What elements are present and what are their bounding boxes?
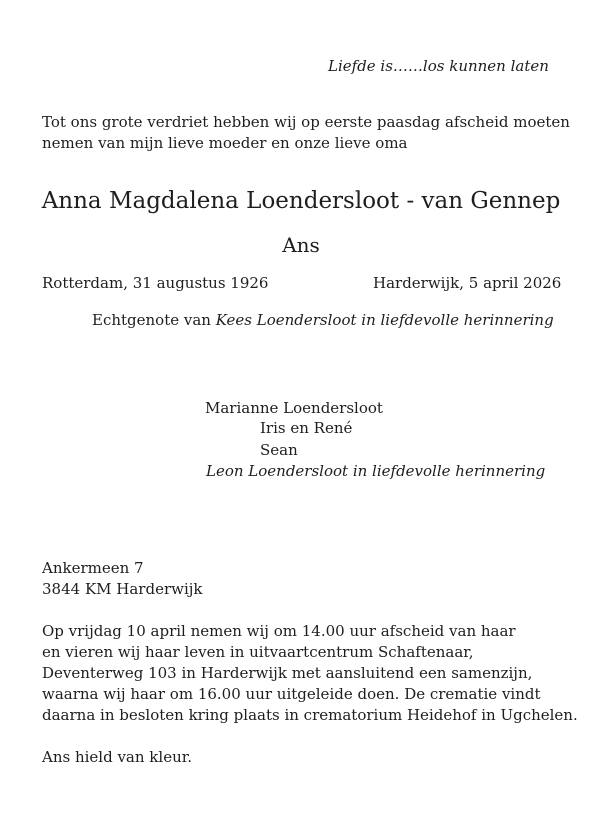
family-memorial: Leon Loendersloot in liefdevolle herinnering [206, 462, 546, 480]
motto: Liefde is……los kunnen laten [328, 57, 549, 75]
intro-line: nemen van mijn lieve moeder en onze lieve oma [42, 134, 408, 152]
family-member: Marianne Loendersloot [205, 399, 383, 417]
birth-place-date: Rotterdam, 31 augustus 1926 [42, 274, 269, 292]
family-member: Sean [260, 441, 298, 459]
address-city: 3844 KM Harderwijk [42, 580, 203, 598]
ceremony-line: daarna in besloten kring plaats in crematorium Heidehof in Ugchelen. [42, 706, 578, 724]
deceased-nickname: Ans [282, 233, 320, 257]
address-street: Ankermeen 7 [42, 559, 144, 577]
ceremony-line: waarna wij haar om 16.00 uur uitgeleide doen. De crematie vindt [42, 685, 541, 703]
death-place-date: Harderwijk, 5 april 2026 [373, 274, 562, 292]
intro-line: Tot ons grote verdriet hebben wij op eerste paasdag afscheid moeten [42, 113, 570, 131]
spouse-line [92, 310, 554, 331]
intro-text [42, 112, 570, 154]
spouse-prefix: Echtgenote van [92, 311, 216, 329]
family-member: Iris en René [260, 419, 353, 437]
deceased-name: Anna Magdalena Loendersloot - van Gennep [41, 188, 561, 214]
ceremony-text [42, 621, 578, 726]
ceremony-line: en vieren wij haar leven in uitvaartcentrum Schaftenaar, [42, 643, 474, 661]
ceremony-line: Op vrijdag 10 april nemen wij om 14.00 uur afscheid van haar [42, 622, 516, 640]
spouse-memorial: Kees Loendersloot in liefdevolle herinnering [215, 311, 554, 329]
closing-line: Ans hield van kleur. [42, 748, 193, 766]
ceremony-line: Deventerweg 103 in Harderwijk met aansluitend een samenzijn, [42, 664, 533, 682]
